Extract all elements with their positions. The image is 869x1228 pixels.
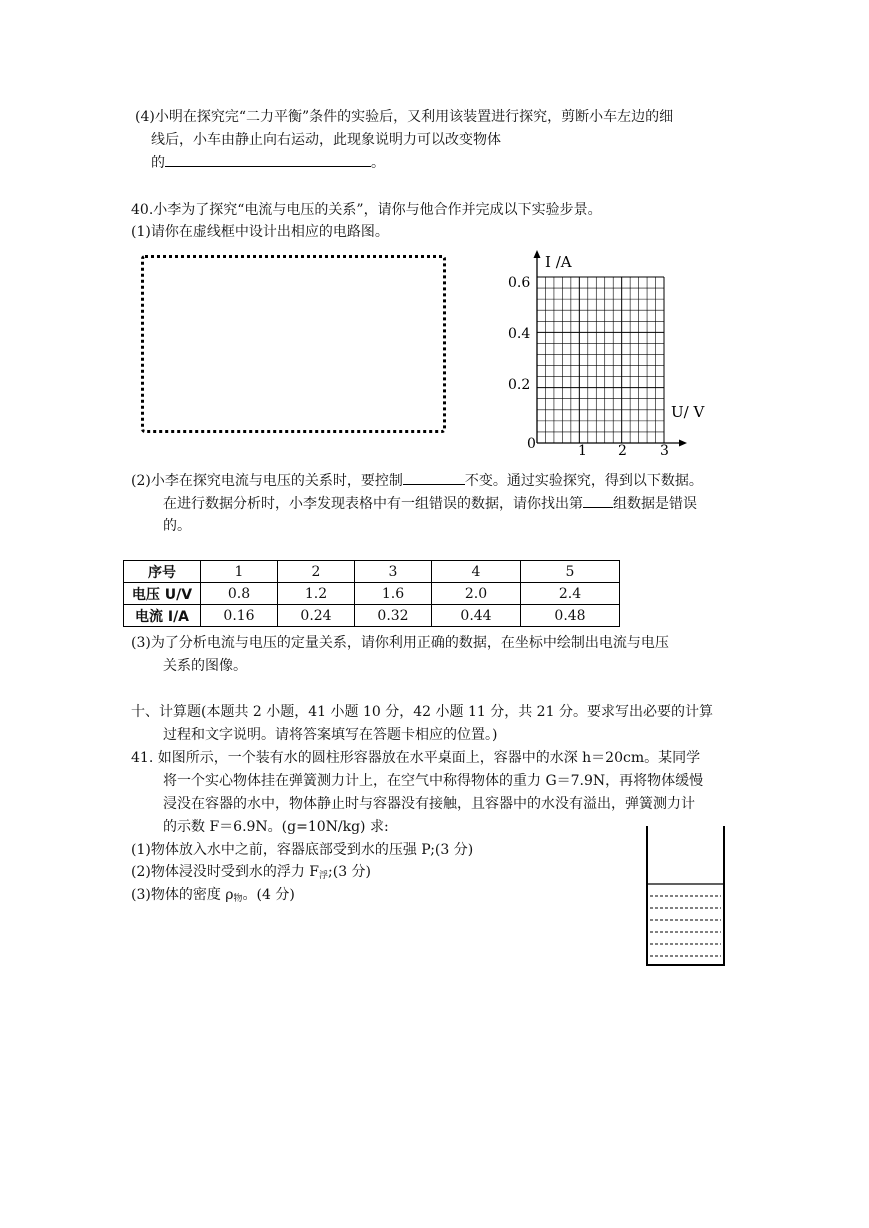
table-header-cell: 4 bbox=[432, 561, 521, 583]
buoyancy-subscript: 浮 bbox=[319, 871, 329, 881]
water-level-lines bbox=[650, 896, 721, 956]
table-cell: 2.0 bbox=[432, 583, 521, 605]
q40-part3-line1: (3)为了分析电流与电压的定量关系，请你利用正确的数据，在坐标中绘制出电流与电压 bbox=[131, 635, 669, 651]
q39-4-line1: (4)小明在探究完“二力平衡”条件的实验后，又利用该装置进行探究，剪断小车左边的细 bbox=[135, 109, 674, 125]
x-tick-label: 3 bbox=[660, 443, 669, 459]
table-header-cell: 序号 bbox=[124, 561, 201, 583]
x-tick-label: 1 bbox=[578, 443, 587, 459]
q41-question3 bbox=[131, 885, 295, 909]
origin-label: 0 bbox=[527, 436, 536, 452]
table-header-cell: 2 bbox=[278, 561, 355, 583]
table-row-current bbox=[124, 605, 620, 627]
q41-line2: 将一个实心物体挂在弹簧测力计上，在空气中称得物体的重力 G＝7.9N，再将物体缓慢 bbox=[163, 773, 704, 789]
table-cell: 2.4 bbox=[521, 583, 620, 605]
q41-question2 bbox=[131, 862, 371, 886]
data-table bbox=[123, 560, 620, 627]
q40-part2-text-d: 组数据是错误 bbox=[613, 496, 697, 512]
q40-stem: 40.小李为了探究“电流与电压的关系”，请你与他合作并完成以下实验步景。 bbox=[131, 202, 602, 218]
table-header-cell: 5 bbox=[521, 561, 620, 583]
table-cell: 0.48 bbox=[521, 605, 620, 627]
x-axis-label: U/ V bbox=[671, 403, 705, 421]
table-cell: 0.24 bbox=[278, 605, 355, 627]
y-tick-label: 0.6 bbox=[508, 275, 531, 291]
table-header-cell: 1 bbox=[201, 561, 278, 583]
table-cell: 1.6 bbox=[355, 583, 432, 605]
circuit-design-box[interactable] bbox=[141, 255, 446, 433]
q40-part2-text-b: 不变。通过实验探究，得到以下数据。 bbox=[464, 473, 703, 489]
q41-question1: (1)物体放入水中之前，容器底部受到水的压强 P;(3 分) bbox=[131, 842, 474, 858]
answer-blank-control-variable[interactable] bbox=[403, 470, 465, 485]
current-voltage-graph[interactable] bbox=[500, 245, 705, 460]
q39-4-line3-suffix: 。 bbox=[371, 155, 385, 171]
density-subscript: 物 bbox=[233, 894, 243, 904]
y-tick-label: 0.4 bbox=[508, 326, 531, 342]
q41-line4: 的示数 F＝6.9N。(g=10N/kg) 求: bbox=[163, 819, 389, 835]
answer-blank-q39-4[interactable] bbox=[165, 152, 371, 167]
table-cell: 0.32 bbox=[355, 605, 432, 627]
graph-grid bbox=[537, 277, 664, 443]
q39-4-line2: 线后，小车由静止向右运动，此现象说明力可以改变物体 bbox=[151, 132, 501, 148]
q41-question2-score: ;(3 分) bbox=[328, 864, 372, 880]
q40-part3-line2: 关系的图像。 bbox=[163, 658, 247, 674]
q41-question2-text: (2)物体浸没时受到水的浮力 F bbox=[131, 864, 319, 880]
q40-part2-line2 bbox=[163, 493, 697, 514]
q41-question3-score: 。(4 分) bbox=[242, 887, 295, 903]
q40-part2-line1 bbox=[131, 470, 703, 491]
table-cell: 0.16 bbox=[201, 605, 278, 627]
table-header-cell: 3 bbox=[355, 561, 432, 583]
table-cell: 0.44 bbox=[432, 605, 521, 627]
water-container-figure bbox=[640, 822, 730, 972]
table-header-row bbox=[124, 561, 620, 583]
x-tick-label: 2 bbox=[618, 443, 627, 459]
table-cell: 0.8 bbox=[201, 583, 278, 605]
y-axis-arrow-icon bbox=[534, 250, 541, 258]
q39-4-line3 bbox=[151, 152, 385, 173]
answer-blank-error-group[interactable] bbox=[583, 493, 613, 508]
q41-line3: 浸没在容器的水中，物体静止时与容器没有接触，且容器中的水没有溢出，弹簧测力计 bbox=[163, 796, 695, 812]
y-tick-label: 0.2 bbox=[508, 377, 531, 393]
table-cell: 电压 U/V bbox=[124, 583, 201, 605]
section10-line1: 十、计算题(本题共 2 小题，41 小题 10 分，42 小题 11 分，共 21 分。要求写出必要的计算 bbox=[131, 704, 713, 720]
table-row-voltage bbox=[124, 583, 620, 605]
q40-part2-text-c: 在进行数据分析时，小李发现表格中有一组错误的数据，请你找出第 bbox=[163, 496, 583, 512]
y-axis-label: I /A bbox=[545, 253, 572, 271]
x-axis-arrow-icon bbox=[679, 440, 687, 447]
q41-question3-text: (3)物体的密度 ρ bbox=[131, 887, 234, 903]
section10-line2: 过程和文字说明。请将答案填写在答题卡相应的位置。) bbox=[163, 727, 498, 743]
q41-line1: 41. 如图所示，一个装有水的圆柱形容器放在水平桌面上，容器中的水深 h＝20cm。某同学 bbox=[131, 750, 701, 766]
q40-part2-text-a: (2)小李在探究电流与电压的关系时，要控制 bbox=[131, 473, 403, 489]
q40-part1: (1)请你在虚线框中设计出相应的电路图。 bbox=[131, 224, 389, 240]
q39-4-line3-prefix: 的 bbox=[151, 155, 165, 171]
table-cell: 电流 I/A bbox=[124, 605, 201, 627]
q40-part2-line3: 的。 bbox=[163, 518, 191, 534]
table-cell: 1.2 bbox=[278, 583, 355, 605]
